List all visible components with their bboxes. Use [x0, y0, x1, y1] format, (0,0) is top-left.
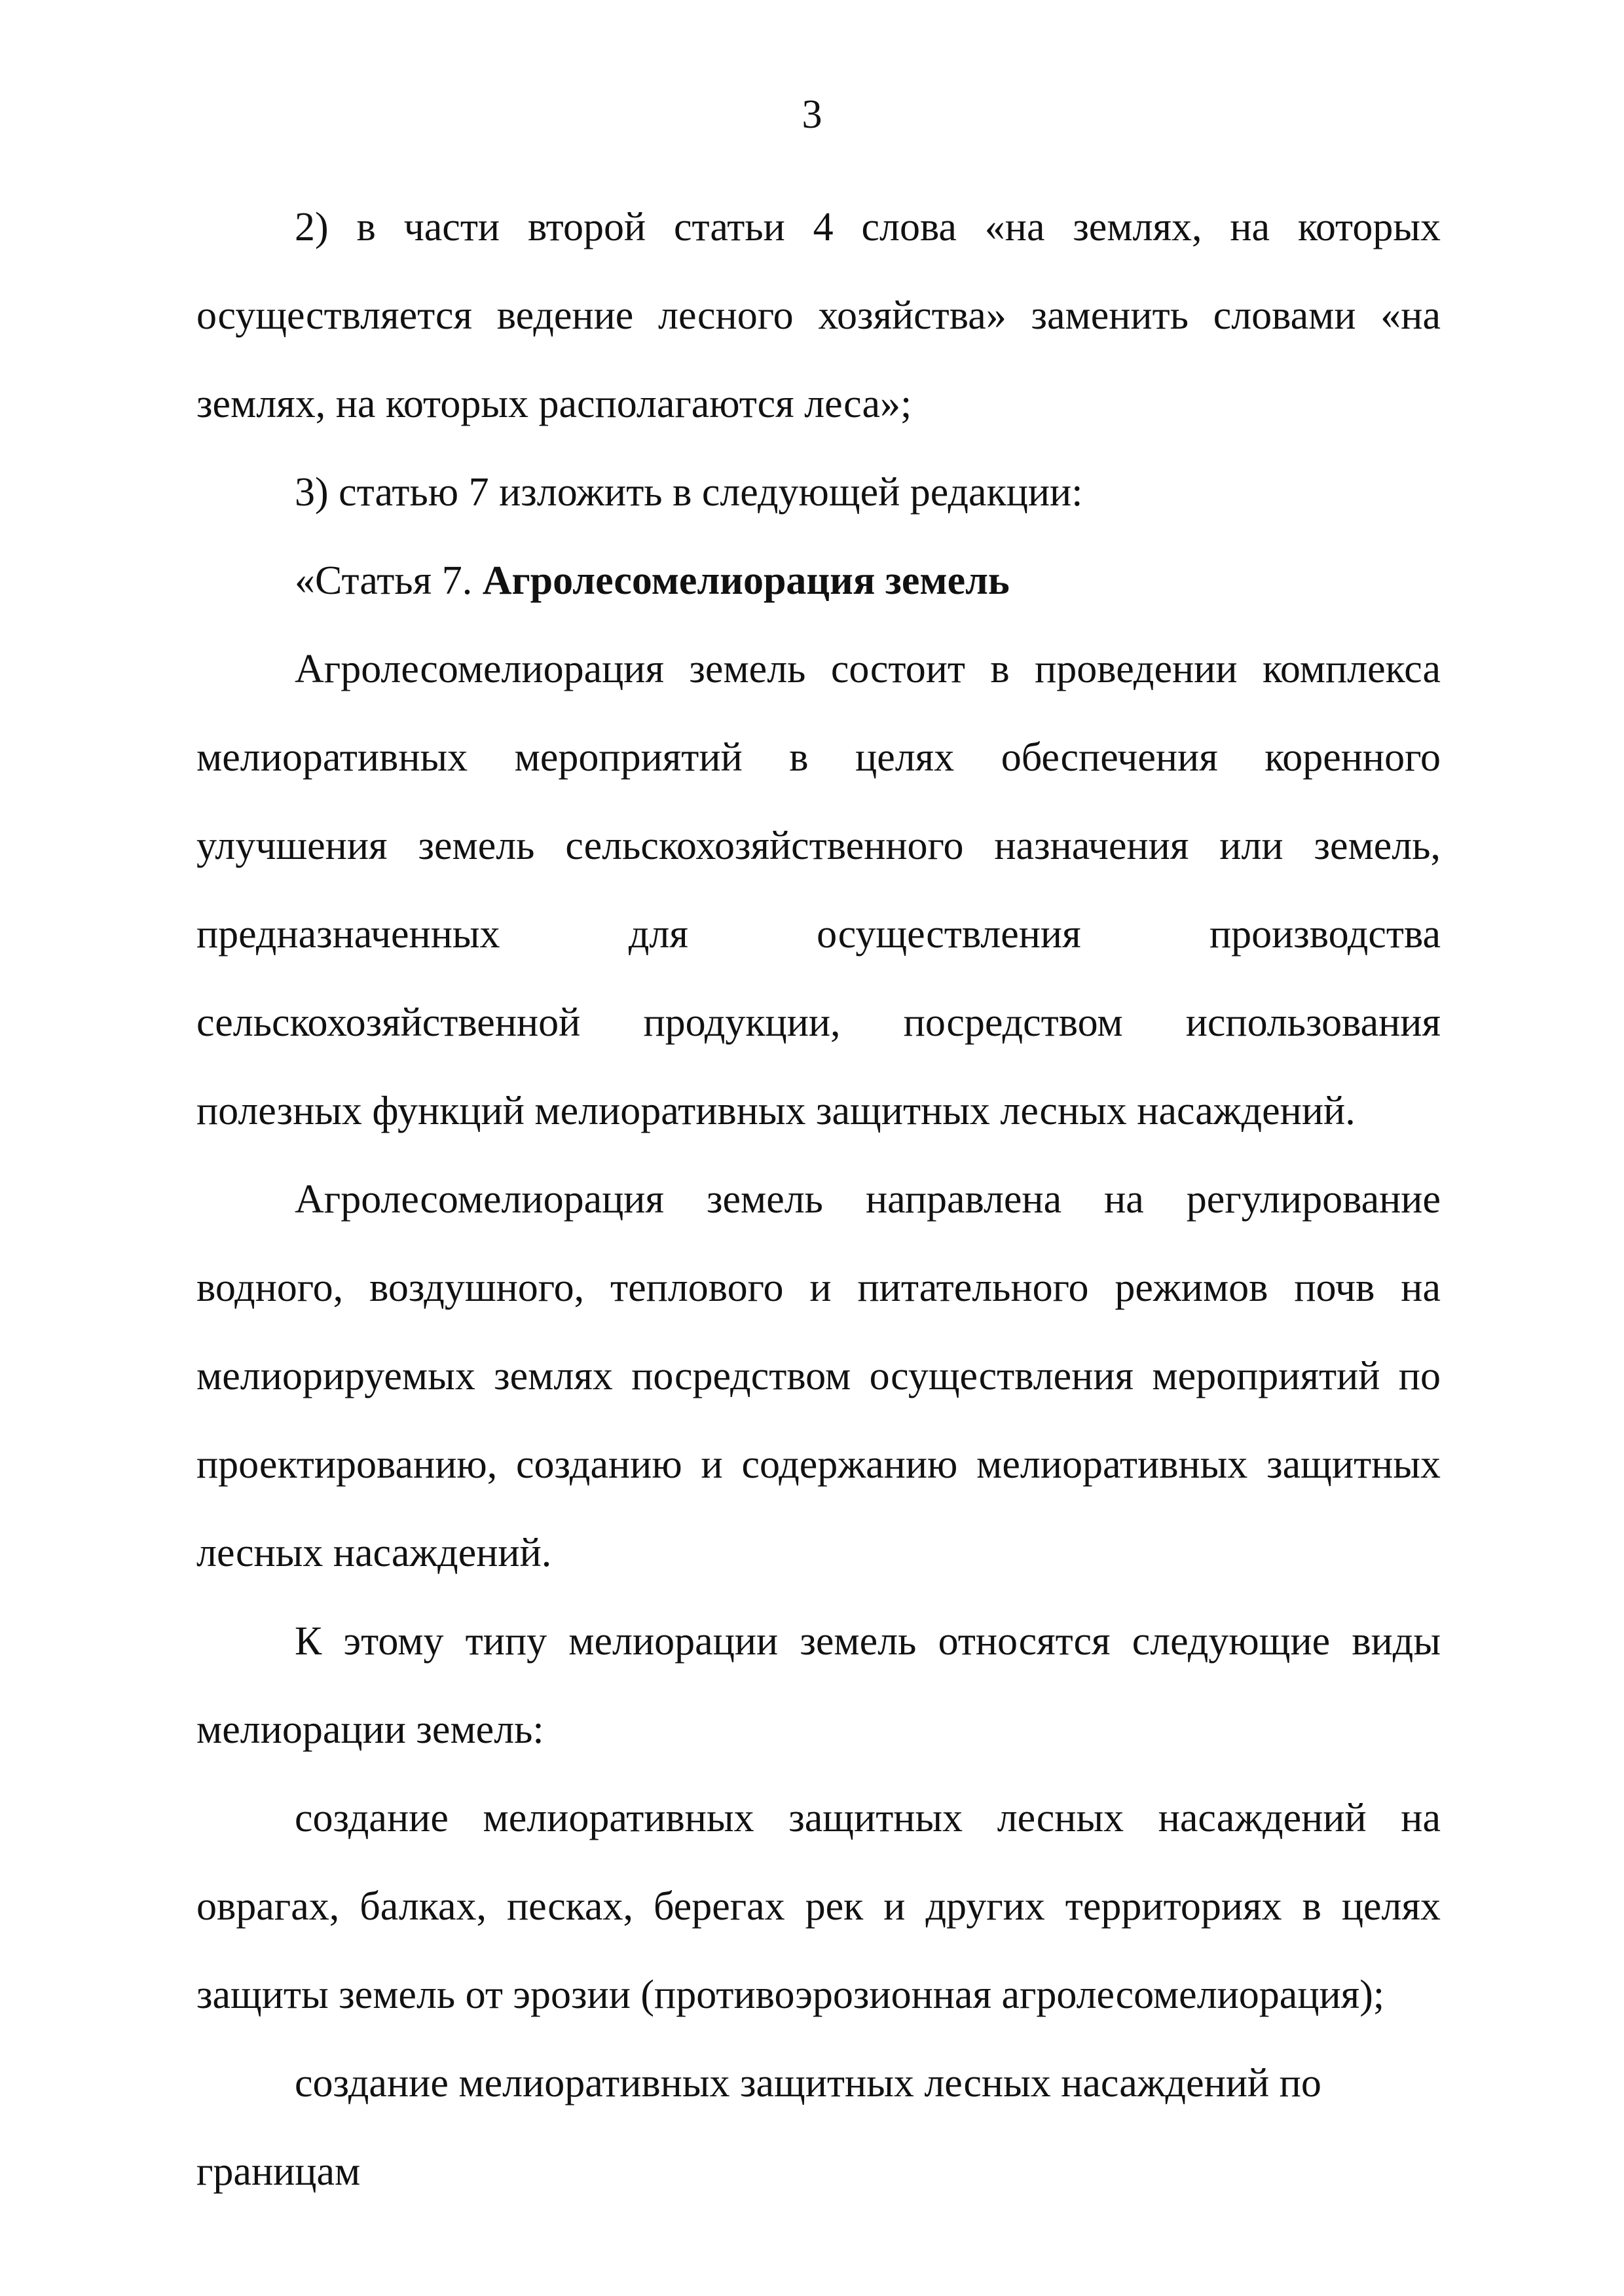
- article-paragraph-definition: Агролесомелиорация земель состоит в проведении комплекса мелиоративных мероприятий в целях обеспечения коренного улучшения земель сельскохозяйственного назначения или земель, предназначенных для осуществления производства сельскохозяйственной продукции, посредством использования полезных функций мелиоративных защитных лесных насаждений.: [196, 647, 1441, 1133]
- article-paragraph-boundaries: создание мелиоративных защитных лесных насаждений по границам: [196, 2061, 1321, 2194]
- page-number: 3: [802, 92, 822, 137]
- article-heading-prefix: «Статья 7.: [295, 558, 483, 603]
- paragraph-amendment-2: 2) в части второй статьи 4 слова «на землях, на которых осуществляется ведение лесного хозяйства» заменить словами «на землях, на которых располагаются леса»;: [196, 205, 1441, 426]
- article-heading: [196, 537, 1441, 625]
- article-paragraph-purpose: Агролесомелиорация земель направлена на регулирование водного, воздушного, теплового и питательного режимов почв на мелиорируемых землях посредством осуществления мероприятий по проектированию, созданию и содержанию мелиоративных защитных лесных насаждений.: [196, 1177, 1441, 1575]
- document-body: [196, 183, 1441, 2216]
- article-heading-title: Агролесомелиорация земель: [482, 558, 1010, 603]
- article-paragraph-types: К этому типу мелиорации земель относятся следующие виды мелиорации земель:: [196, 1619, 1441, 1752]
- article-paragraph-erosion: создание мелиоративных защитных лесных насаждений на оврагах, балках, песках, берегах рек и других территориях в целях защиты земель от эрозии (противоэрозионная агролесомелиорация);: [196, 1796, 1441, 2017]
- paragraph-amendment-3: 3) статью 7 изложить в следующей редакции:: [295, 470, 1083, 515]
